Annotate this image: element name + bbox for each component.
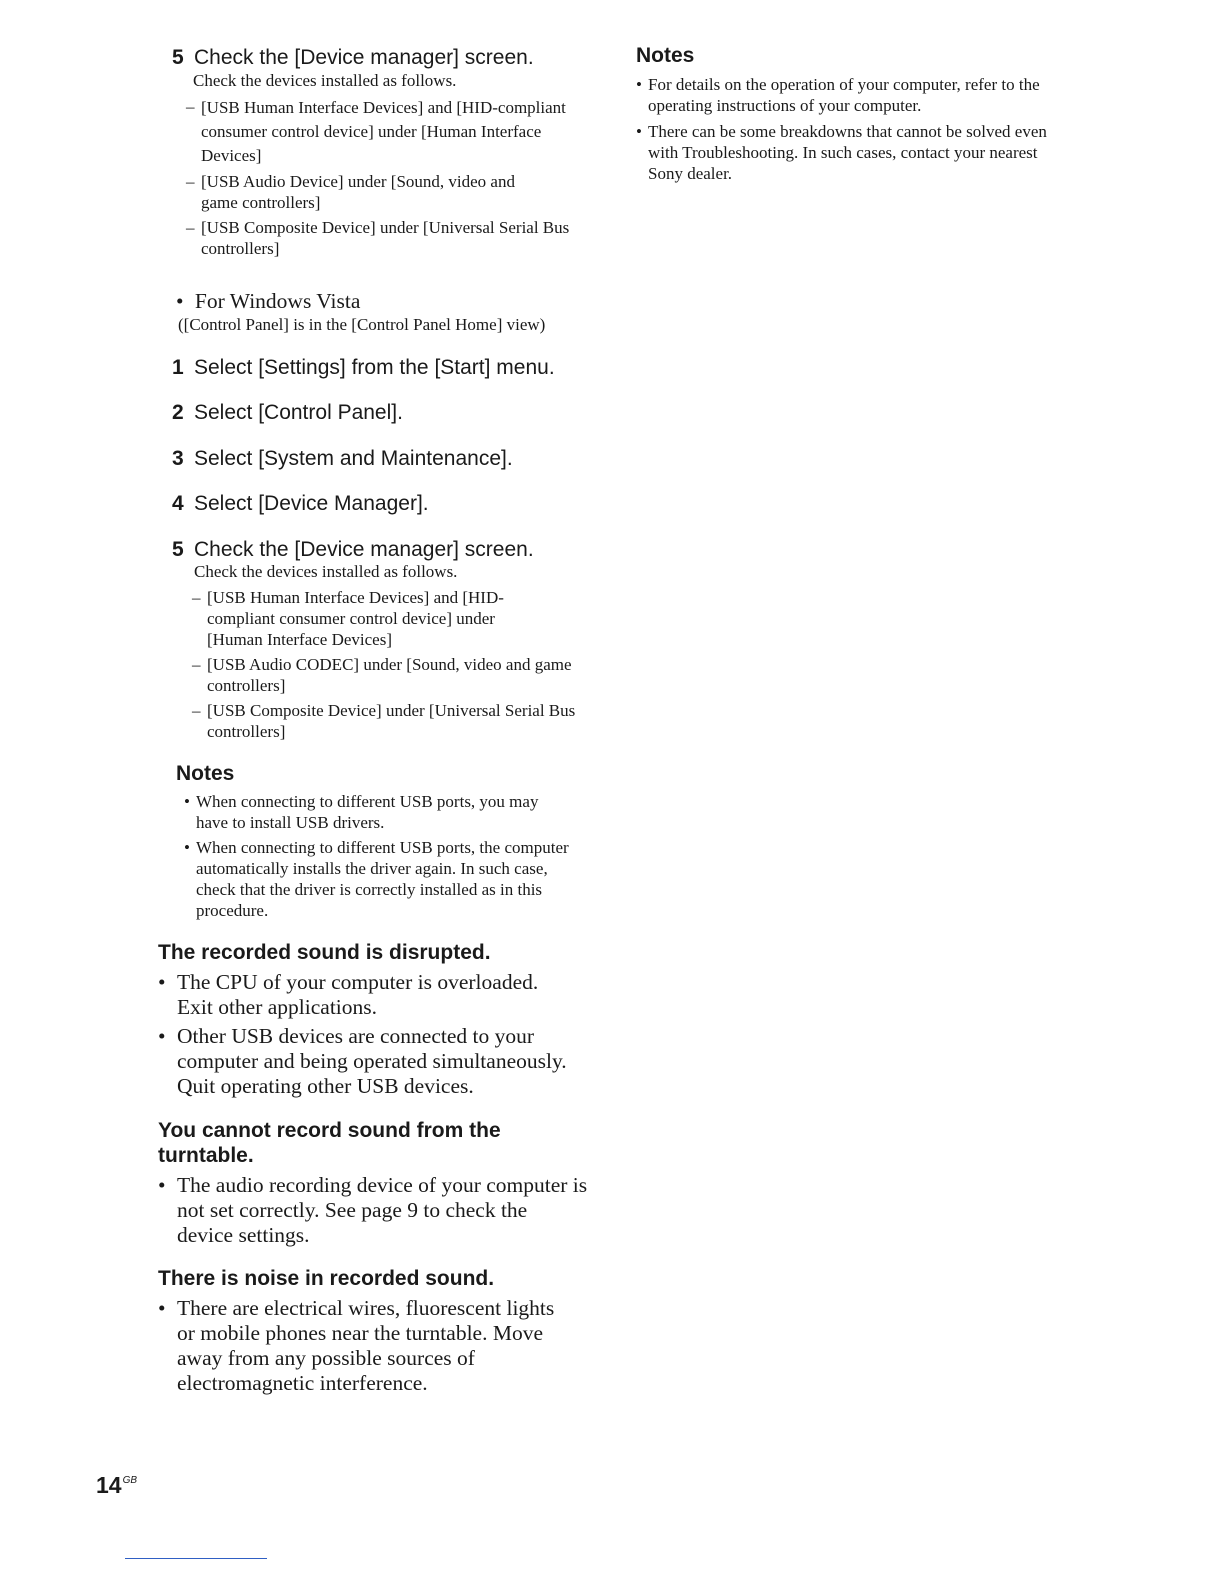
page-number: $14^{GB}$ xyxy=(96,1472,138,1498)
section-heading: You cannot record sound from the turntable. xyxy=(158,1119,501,1167)
note-item: • When connecting to different USB ports, you may have to install USB drivers. xyxy=(184,792,539,832)
step-title: Check the [Device manager] screen. xyxy=(194,46,534,69)
footer-rule xyxy=(125,1558,267,1559)
device-list-item: – [USB Human Interface Devices] and [HID-compliant consumer control device] under [Human Interface Devices] xyxy=(186,97,566,165)
step-intro: Check the devices installed as follows. xyxy=(193,71,457,90)
vista-heading xyxy=(176,289,360,314)
section-heading: There is noise in recorded sound. xyxy=(158,1267,495,1290)
right-notes-heading: Notes xyxy=(636,44,695,67)
device-list-item: – [USB Composite Device] under [Universal Serial Bus controllers] xyxy=(186,218,570,258)
section-item: • There are electrical wires, fluorescent lights or mobile phones near the turntable. Move away from any possible sources of electromagnetic interference. xyxy=(158,1296,555,1395)
section-item: • The audio recording device of your computer is not set correctly. See page 9 to check the device settings. xyxy=(158,1173,588,1247)
vista-subheading: ([Control Panel] is in the [Control Panel Home] view) xyxy=(178,315,546,334)
vista-heading-text: For Windows Vista xyxy=(194,289,361,313)
device-list-item: – [USB Audio Device] under [Sound, video and game controllers] xyxy=(186,172,515,212)
page-suffix: GB xyxy=(122,1475,138,1486)
notes-heading: Notes xyxy=(176,762,235,785)
device-list-item: – [USB Audio CODEC] under [Sound, video and game controllers] xyxy=(192,655,572,695)
device-list-item: – [USB Composite Device] under [Universal Serial Bus controllers] xyxy=(192,701,576,741)
bullet: • xyxy=(176,289,184,313)
step-number: 5 xyxy=(172,46,184,69)
section-heading: The recorded sound is disrupted. xyxy=(158,941,491,964)
step-intro: Check the devices installed as follows. xyxy=(194,562,458,581)
note-item: • When connecting to different USB ports, the computer automatically installs the driver again. In such case, check that the driver is correctly installed as in this procedure. xyxy=(184,838,569,920)
section-item: • Other USB devices are connected to your computer and being operated simultaneously. Quit operating other USB devices. xyxy=(158,1024,567,1098)
note-item: • There can be some breakdowns that cannot be solved even with Troubleshooting. In such cases, contact your nearest Sony dealer. xyxy=(636,122,1047,183)
note-item: • For details on the operation of your computer, refer to the operating instructions of your computer. xyxy=(636,75,1040,115)
device-list-item: – [USB Human Interface Devices] and [HID-compliant consumer control device] under [Human Interface Devices] xyxy=(192,588,504,649)
section-item: • The CPU of your computer is overloaded. Exit other applications. xyxy=(158,970,539,1019)
